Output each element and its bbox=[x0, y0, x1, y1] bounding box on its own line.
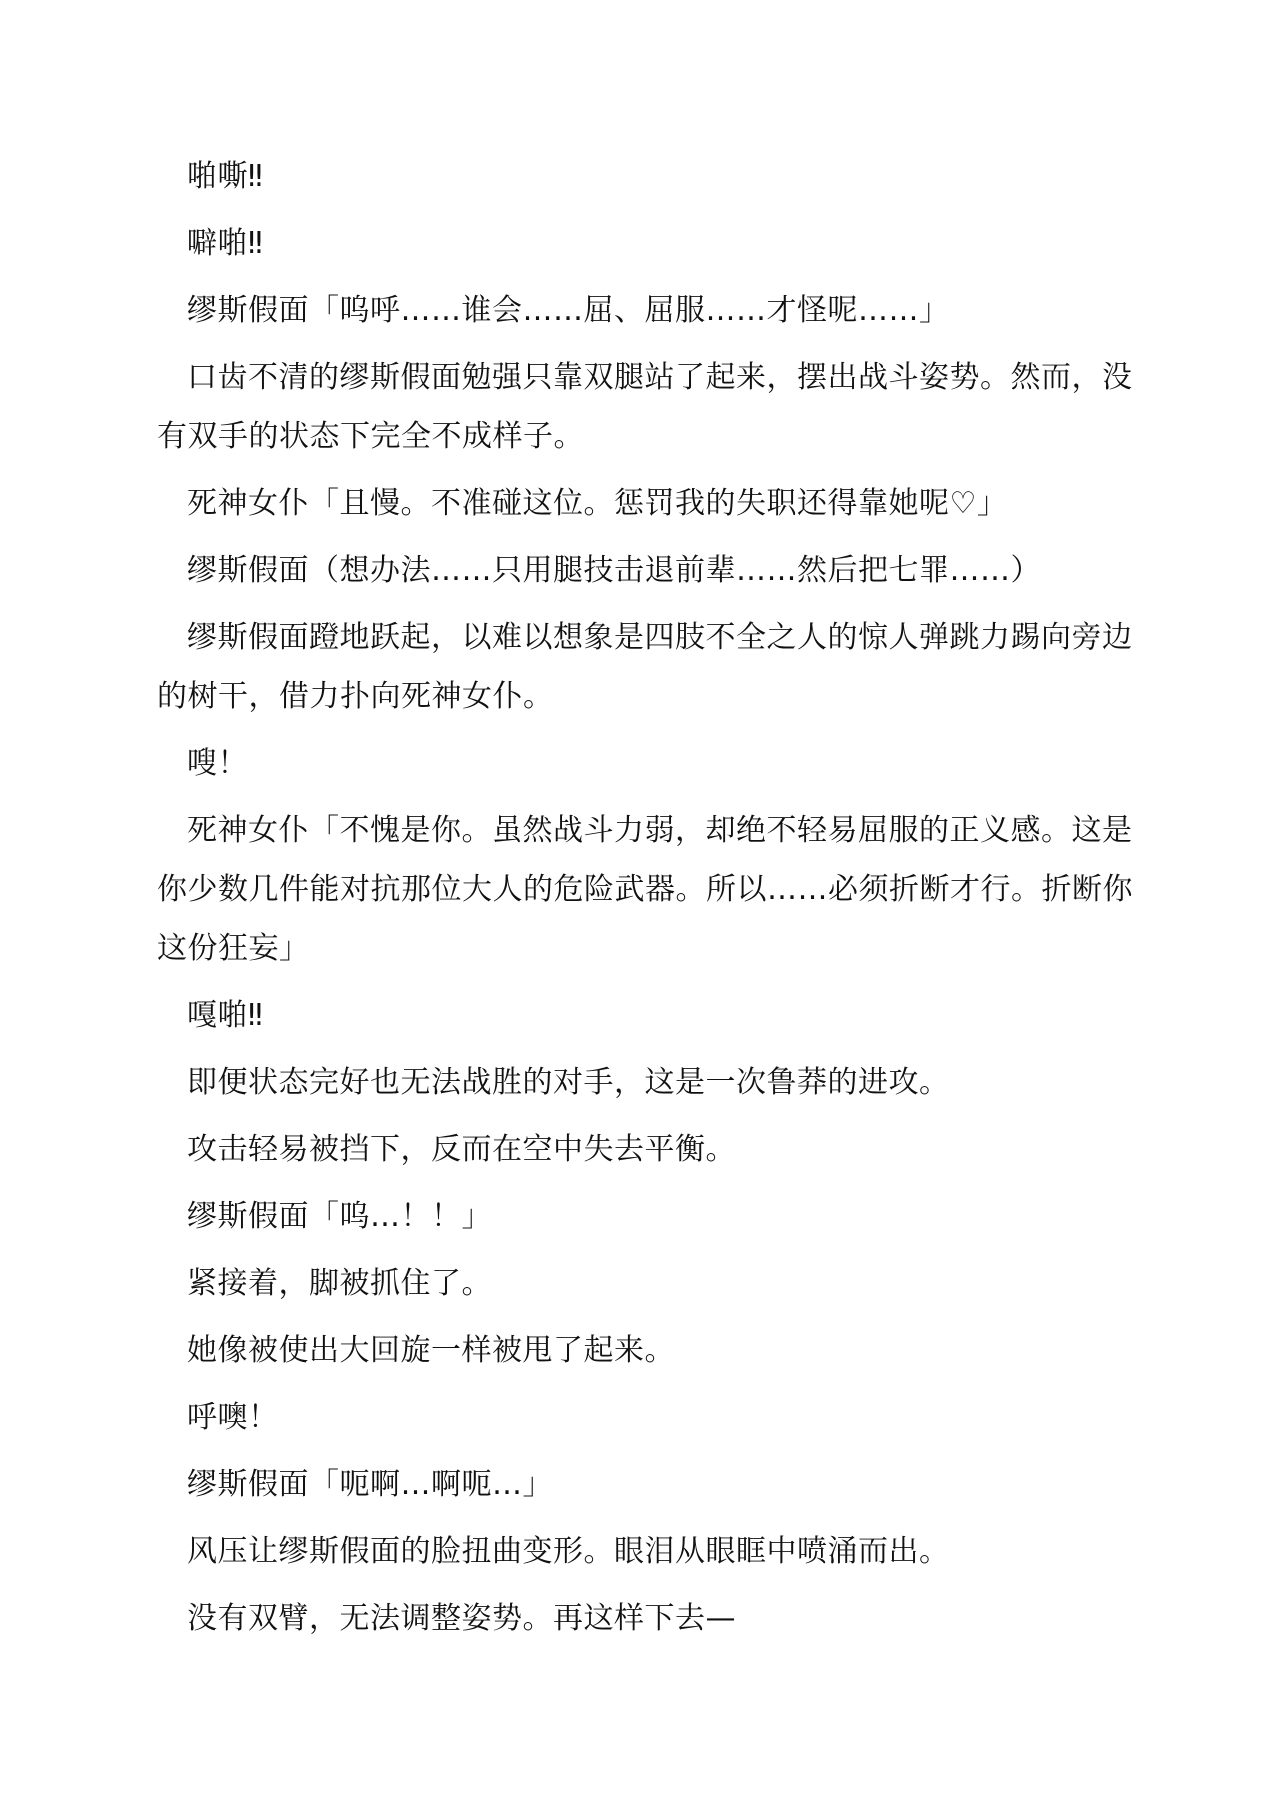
paragraph: 嘎啪‼ bbox=[187, 998, 264, 1033]
paragraph: 缪斯假面「呃啊…啊呃…」 bbox=[187, 1467, 553, 1502]
paragraph: 缪斯假面蹬地跃起，以难以想象是四肢不全之人的惊人弹跳力踢向旁边的树干，借力扑向死神女仆。 bbox=[157, 620, 1133, 714]
paragraph: 风压让缪斯假面的脸扭曲变形。眼泪从眼眶中喷涌而出。 bbox=[187, 1534, 950, 1569]
document-body bbox=[157, 147, 1137, 1656]
paragraph: 紧接着，脚被抓住了。 bbox=[187, 1266, 492, 1301]
paragraph: 缪斯假面「呜呼……谁会……屈、屈服……才怪呢……」 bbox=[187, 293, 950, 328]
paragraph: 口齿不清的缪斯假面勉强只靠双腿站了起来，摆出战斗姿势。然而，没有双手的状态下完全不成样子。 bbox=[157, 360, 1133, 454]
paragraph: 死神女仆「且慢。不准碰这位。惩罚我的失职还得靠她呢♡」 bbox=[187, 486, 1008, 521]
paragraph: 攻击轻易被挡下，反而在空中失去平衡。 bbox=[187, 1132, 736, 1167]
paragraph: 死神女仆「不愧是你。虽然战斗力弱，却绝不轻易屈服的正义感。这是你少数几件能对抗那位大人的危险武器。所以……必须折断才行。折断你这份狂妄」 bbox=[157, 813, 1133, 966]
paragraph: 缪斯假面（想办法……只用腿技击退前辈……然后把七罪……） bbox=[187, 553, 1041, 588]
paragraph: 啪嘶‼ bbox=[187, 159, 264, 194]
paragraph: 噼啪‼ bbox=[187, 226, 264, 261]
paragraph: 缪斯假面「呜…！！」 bbox=[187, 1199, 492, 1234]
paragraph: 呼噢！ bbox=[187, 1400, 279, 1435]
paragraph: 即便状态完好也无法战胜的对手，这是一次鲁莽的进攻。 bbox=[187, 1065, 950, 1100]
paragraph: 嗖！ bbox=[187, 746, 248, 781]
paragraph: 她像被使出大回旋一样被甩了起来。 bbox=[187, 1333, 675, 1368]
paragraph: 没有双臂，无法调整姿势。再这样下去— bbox=[187, 1601, 736, 1636]
